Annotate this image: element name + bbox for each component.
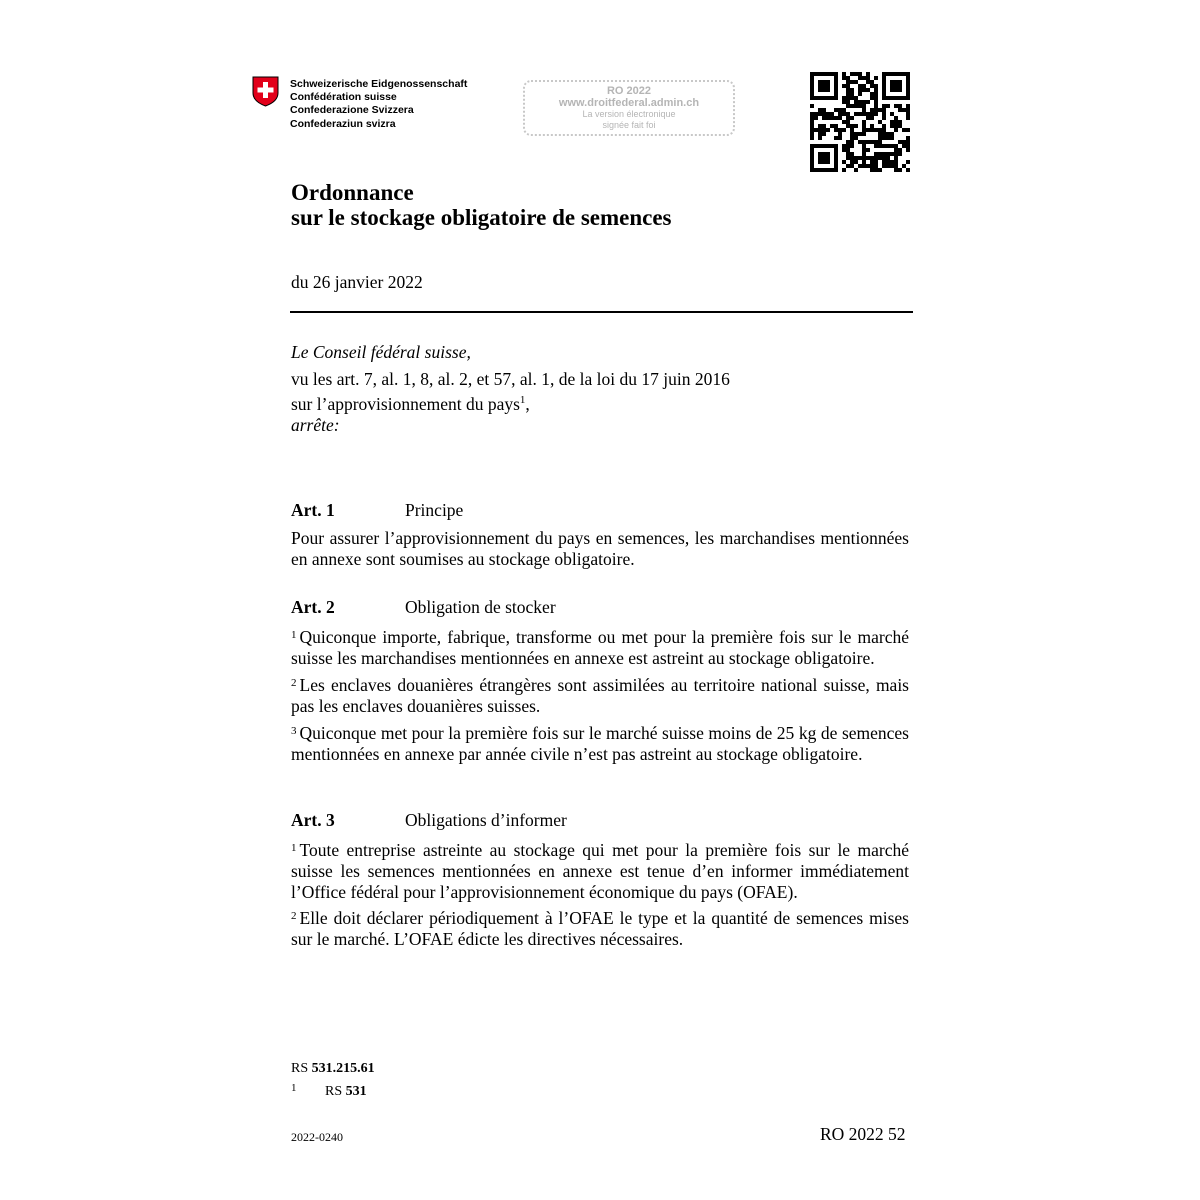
paragraph-text: Quiconque importe, fabrique, transforme ou met pour la première fois sur le marché suisse les marchandises mentionnées en annexe est astreint au stockage obligatoire. (291, 627, 909, 668)
stamp-line-1: RO 2022 (606, 85, 652, 97)
title-line-2: sur le stockage obligatoire de semences (291, 205, 672, 230)
article-1-paragraph: Pour assurer l’approvisionnement du pays en semences, les marchandises mentionnées en annexe sont soumises au stockage obligatoire. (291, 528, 909, 569)
preamble-authority: Le Conseil fédéral suisse, (291, 342, 471, 362)
stamp-line-2: www.droitfederal.admin.ch (558, 97, 700, 109)
stamp-line-4: signée fait foi (602, 120, 656, 130)
federation-name-rm: Confederaziun svizra (290, 117, 396, 130)
article-number: Art. 1 (291, 500, 335, 520)
preamble-basis-line-2 (291, 390, 911, 415)
stamp-line-3: La version électronique (582, 109, 676, 119)
federation-name-fr: Confédération suisse (290, 91, 397, 104)
rs-reference (291, 1059, 375, 1078)
article-2-heading (291, 597, 556, 618)
article-title: Obligation de stocker (405, 597, 556, 617)
footnote-ref[interactable]: 1 (519, 394, 526, 406)
document-title (291, 180, 672, 230)
article-title: Obligations d’informer (405, 810, 567, 830)
article-number: Art. 2 (291, 597, 335, 617)
paragraph-text: Toute entreprise astreinte au stockage qui met pour la première fois sur le marché suisse les semences mentionnées en annexe est tenue d’en informer immédiatement l’Office fédéral pour l’approvisionnement économique du pays (OFAE). (291, 840, 909, 902)
preamble-basis-text: sur l’approvisionnement du pays (291, 393, 520, 414)
document-date: du 26 janvier 2022 (291, 272, 423, 292)
title-line-1: Ordonnance (291, 180, 414, 205)
article-1-heading (291, 500, 463, 521)
article-3-heading (291, 810, 567, 831)
paragraph-text: Quiconque met pour la première fois sur le marché suisse moins de 25 kg de semences mentionnées en annexe par année civile n’est pas astreint au stockage obligatoire. (291, 723, 909, 764)
article-title: Principe (405, 500, 464, 520)
preamble-basis-end: , (525, 393, 530, 414)
paragraph-text: Les enclaves douanières étrangères sont assimilées au territoire national suisse, mais pas les enclaves douanières suisses. (291, 675, 909, 716)
paragraph-number: 2 (291, 677, 297, 689)
article-number: Art. 3 (291, 810, 335, 830)
paragraph-number: 3 (291, 725, 297, 737)
federation-name-it: Confederazione Svizzera (290, 104, 414, 117)
article-3-paragraph-1 (291, 838, 909, 903)
paragraph-number: 1 (291, 629, 297, 641)
ro-reference: RO 2022 52 (820, 1124, 906, 1144)
article-3-paragraph-2 (291, 906, 909, 950)
qr-code-icon (810, 72, 910, 172)
paragraph-number: 1 (291, 842, 297, 854)
footnote-prefix: RS (325, 1084, 343, 1099)
article-2-paragraph-1 (291, 625, 909, 669)
paragraph-text: Elle doit déclarer périodiquement à l’OFAE le type et la quantité de semences mises sur le marché. L’OFAE édicte les directives nécessaires. (291, 908, 909, 949)
footnote-rs-number: 531 (345, 1084, 367, 1099)
official-stamp (523, 80, 735, 136)
footnote-number: 1 (291, 1082, 297, 1094)
rs-number: 531.215.61 (311, 1061, 375, 1076)
paragraph-number: 2 (291, 910, 297, 922)
federation-name-de: Schweizerische Eidgenossenschaft (290, 78, 468, 90)
divider (290, 311, 913, 313)
rs-prefix: RS (291, 1061, 309, 1076)
federation-names (290, 78, 467, 131)
article-2-paragraph-2 (291, 673, 909, 717)
swiss-coat-of-arms-icon (252, 76, 279, 112)
footnote (291, 1079, 367, 1101)
preamble-basis-line-1: vu les art. 7, al. 1, 8, al. 2, et 57, al. 1, de la loi du 17 juin 2016 (291, 369, 730, 389)
article-2-paragraph-3 (291, 721, 909, 765)
document-number: 2022-0240 (291, 1130, 343, 1144)
preamble-decree: arrête: (291, 415, 340, 435)
